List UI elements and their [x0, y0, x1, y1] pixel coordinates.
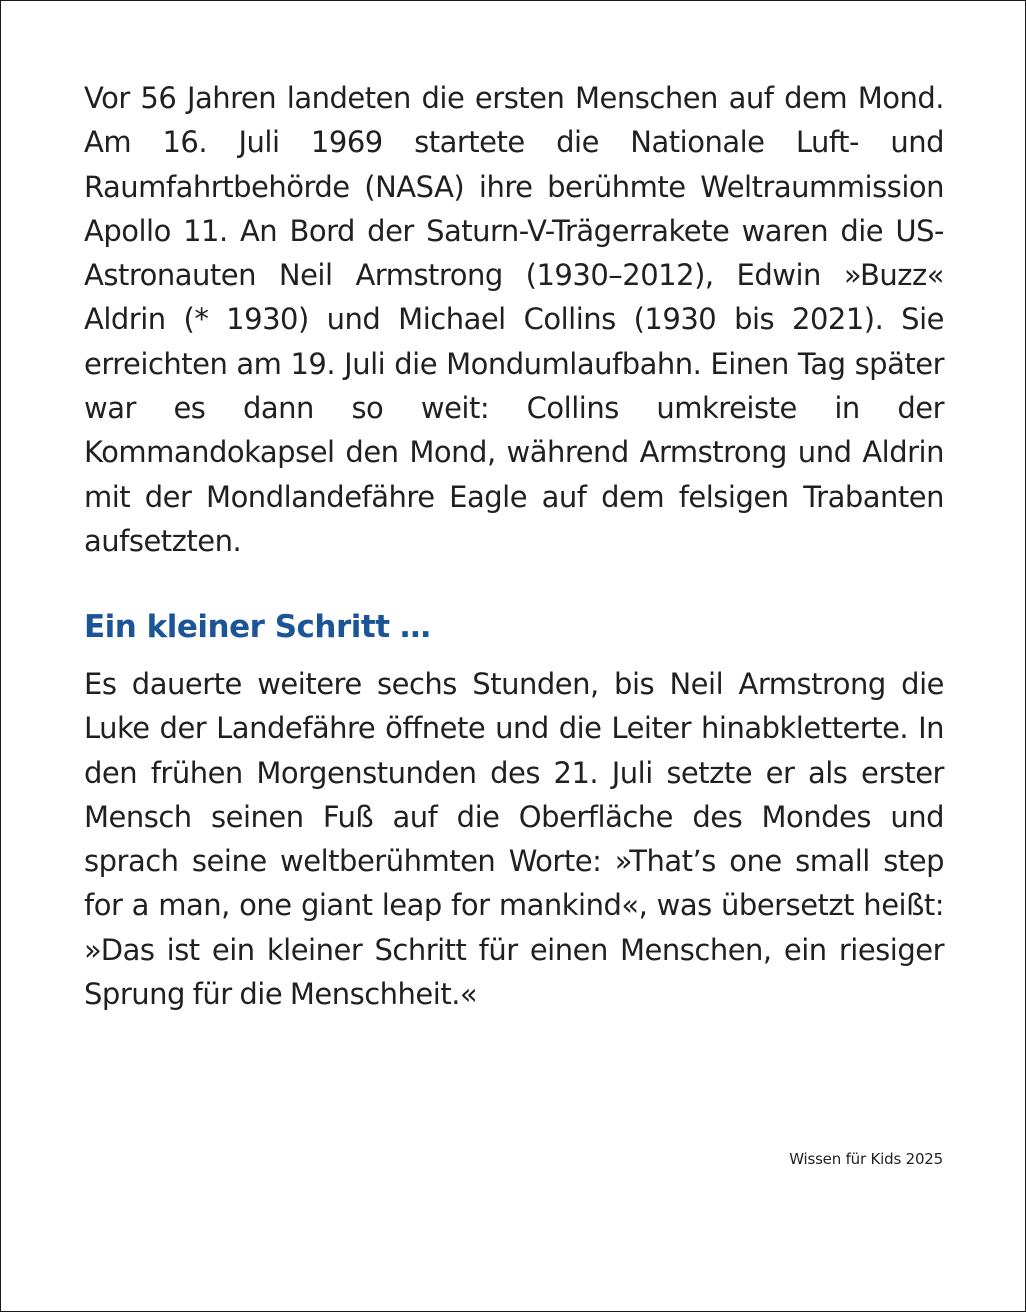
intro-paragraph: Vor 56 Jahren landeten die ersten Menschen auf dem Mond. Am 16. Juli 1969 startete die Nationale Luft- und Raumfahrtbehörde (NASA) ihre berühmte Weltraummission Apollo 11. An Bord der Saturn-V-Trägerrakete waren die US-Astronauten Neil Armstrong (1930–2012), Edwin »Buzz« Aldrin (* 1930) und Michael Collins (1930 bis 2021). Sie erreichten am 19. Juli die Mondumlaufbahn. Einen Tag später war es dann so weit: Collins umkreiste in der Kommandokapsel den Mond, während Armstrong und Aldrin mit der Mondlandefähre Eagle auf dem felsigen Trabanten aufsetzten. — [84, 81, 944, 558]
section-paragraph: Es dauerte weitere sechs Stunden, bis Neil Armstrong die Luke der Landefähre öffnete und die Leiter hinabkletterte. In den frühen Morgenstunden des 21. Juli setzte er als erster Mensch seinen Fuß auf die Oberfläche des Mondes und sprach seine weltberühmten Worte: »That’s one small step for a man, one giant leap for mankind«, was übersetzt heißt: »Das ist ein kleiner Schritt für einen Menschen, ein riesiger Sprung für die Menschheit.« — [84, 667, 944, 1012]
section-heading: Ein kleiner Schritt … — [84, 609, 431, 645]
publication-footer: Wissen für Kids 2025 — [789, 1150, 943, 1168]
